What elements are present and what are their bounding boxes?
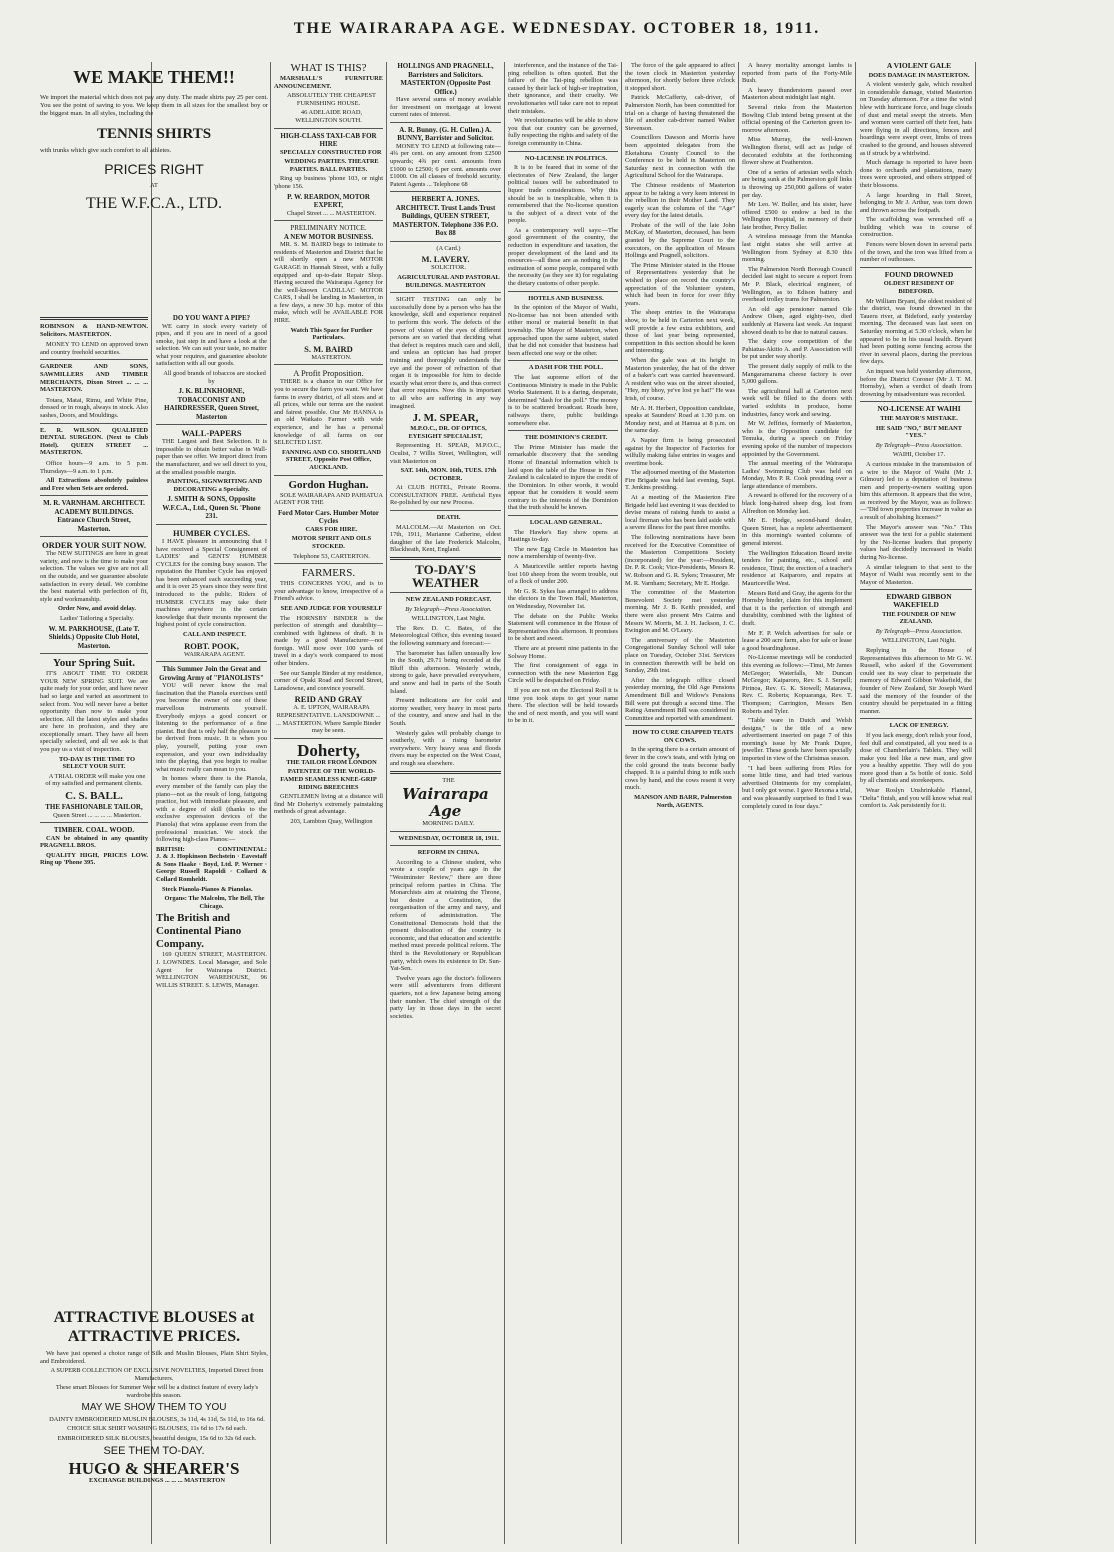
ad-text: FANNING AND CO. SHORTLAND STREET, Opposite Post Office, AUCKLAND. [281,448,382,471]
ad-text: CARS FOR HIRE. [305,525,358,533]
ad-headline: WALL-PAPERS [181,428,242,439]
ad-headline: SEE THEM TO-DAY. [103,1445,205,1458]
byline: By Telegraph—Press Association. [875,627,963,635]
ad-headline: Ford Motor Cars. Humber Motor Cycles [277,508,380,526]
article-text: At a meeting of the Masterton Fire Brigade held last evening it was decided to devise means of raising funds to assist a local fireman who has been laid aside with a severe illness for the past three months. [625,494,735,532]
article-text: Mr W. Jeffries, formerly of Masterton, who is the Opposition candidate for Temuka, during a speech on Friday evening spoke of the number of inspectors appointed by the Government. [742,420,852,458]
article-text: A Mauriceville settler reports having lost 160 sheep from the worm trouble, out of a flock of under 200. [508,563,618,586]
ad-text: THE Largest and Best Selection. It is impossible to obtain better value in Wall-paper than we offer. We import direct from the manufacturer, and we sell direct to you, at the smallest possible margin. [156,438,267,476]
ad-text: QUALITY HIGH, PRICES LOW. Ring up 'Phone 395. [40,851,148,867]
article-heading: A VIOLENT GALE [886,62,952,70]
ad-headline: HIGH-CLASS TAXI-CAB FOR HIRE [280,131,377,149]
ad-text: Ladies' Tailoring a Specialty. [60,615,134,623]
masthead [0,0,1114,58]
ad-text: WE carry in stock every variety of pipes, and if you are in need of a good smoke, just step in and have a look at the selection. We can suit your taste, no matter what your requires, and guarantee absolute satisfaction with all our goods. [156,322,267,368]
ad-text: 169 QUEEN STREET, MASTERTON. J. LOWNDES. Local Manager, and Sole Agent for Wairarapa District. WELLINGTON WAREHOUSE, 96 WILLIS STREET. S. LEWIS, Manager. [156,951,267,989]
ad-body: A SUPERB COLLECTION OF EXCLUSIVE NOVELTIES, Imported Direct from Manufacturers. [50,1367,264,1382]
article-text: According to a Chinese student, who wrote a couple of years ago in the "Westminster Review," there are three principal reform parties in China. The Monarchists aim at retaining the Throne, but desire a Constitution, the reorganisation of the army and navy, and reform of administration. The Constitutional Democrats hold that the present dislocation of the country is economic, and that education and scientific method must precede political reform. The third is the Revolutionary or Republican party, which owes its existence to Dr. Sun-Yat-Sen. [390,858,501,973]
ad-headline: WE MAKE THEM!! [73,67,235,87]
article-heading: EDWARD GIBBON WAKEFIELD [886,592,952,609]
column-rule [270,62,271,1544]
masthead-title: THE WAIRARAPA AGE. WEDNESDAY. OCTOBER 18, 1911. [293,20,821,37]
article-text: A large hoarding in Hall Street, belonging to Mr J. Arthur, was torn down and thrown across the footpath. [860,191,972,214]
article-text: Miss Murray, the well-known Wellington florist, will act as judge of decorated exhibits at the forthcoming flower show at Featherston. [742,136,852,167]
article-text: The dairy cow competition of the Pahiatua-Akitio A. and P. Association will be put under way shortly. [742,338,852,361]
ad-headline: WHAT IS THIS? [290,62,367,74]
ad-text: (A Card.) [436,244,461,252]
ad-text: MASTERTON. [311,353,352,361]
ad-text: MONEY TO LEND at following rate—4¾ per cent. on any amount from £2500 upwards; 4¾ per cent. amounts from £1000 to £2500; 6 per cent. amounts over £1000. On all classes of freehold security. Patent Agents ... Telephone 68 [390,142,501,188]
column-rule [621,62,622,1544]
article-text: If you are not on the Electoral Roll it is time you took steps to get your name there. The election will be held towards the end of next month, and you will want to be in it. [508,686,618,725]
article-text: "Table ware in Dutch and Welsh designs," is the title of a new advertisement inserted on page 7 of this morning's issue by Mr Frank Dupre, jeweller. These goods have been specially imported in view of the Christmas season. [742,717,852,763]
ad-headline: ROBT. POOK, [184,640,239,651]
article-text: We revolutionaries will be able to show you that our country can be governed, fully respecting the rights and safety of the foreign community in China. [508,117,618,147]
article-text: If you lack energy, don't relish your food, feel dull and constipated, all you need is a dose of Chamberlain's Tablets. They will make you feel like a new man, and give you a healthy appetite. They will do you more good than a 5s bottle of tonic. Sold by all chemists and storekeepers. [860,731,972,785]
article-text: Wear Roslyn Unshrinkable Flannel, "Delta" finish, and you will know what real comfort is. Ask persistently for it. [860,787,972,810]
ad-text: A TRIAL ORDER will make you one of my satisfied and permanent clients. [45,772,146,788]
article-text: The Prime Minister stated in the House of Representatives yesterday that he wished to place on record the country's appreciation of the Volunteer system, which had been in force for over fifty years. [625,261,735,307]
article-heading: HOTELS AND BUSINESS. [528,294,604,302]
ad-text: MR. S. M. BAIRD begs to intimate to residents of Masterton and District that he will shortly open a new MOTOR GARAGE in Hannah Street, with a fully equipped and up-to-date Repair Shop. Having secured the Wairarapa Agency for the well-known CADILLAC MOTOR CARS, I shall be landing in Masterton, in a few days, a new 30 h.p. motor of this make, which will be AVAILABLE FOR HIRE. [274,241,383,325]
ad-headline: TIMBER. COAL. WOOD. [53,826,135,835]
ad-headline: M. LAVERY. [421,254,470,265]
ad-body: CHOICE SILK SHIRT WASHING BLOUSES, 11s 6d to 17s 6d each. [67,1425,247,1433]
ad-headline: THE W.F.C.A., LTD. [86,195,222,213]
ad-parkhouse: W. M. PARKHOUSE, (Late T. Shields.) Opposite Club Hotel, Masterton. [48,624,140,650]
article-heading: LOCAL AND GENERAL. [529,519,603,527]
ad-headline: MAY WE SHOW THEM TO YOU [81,1401,227,1413]
article-text: Councillors Dawson and Morris have been appointed delegates from the Eketahuna County Council to the Conference to be held in Masterton on Saturday next in connection with the Agricultural School for the Wairarapa. [625,134,735,180]
ad-headline: ORDER YOUR SUIT NOW. [41,540,147,551]
ad-headline: HERBERT A. JONES. ARCHITECT. Trust Lands Trust Buildings, QUEEN STREET, MASTERTON. Telephone 336 P.O. Box 88 [392,195,499,238]
ad-text: MOTOR SPIRIT AND OILS STOCKED. [291,535,372,550]
ad-headline: This Summer Join the Great and Growing Army of "PIANOLISTS" [159,665,264,682]
column-4 [390,62,501,1544]
ad-body: We have just opened a choice range of Silk and Muslin Blouses, Plain Shirt Styles, and Embroidered. [40,1350,268,1365]
column-rule [855,62,856,1544]
column-rule [386,62,387,1544]
article-text: The agricultural hall at Carterton next week will be filled to the doors with varied exhibits in produce, home industries, fancy work and sewing. [742,387,852,418]
ad-text: SPECIALLY CONSTRUCTED FOR [280,148,382,156]
ad-text: 203, Lambton Quay, Wellington [290,817,373,825]
article-text: Patrick McCafferty, cab-driver, of Palmerston North, has been committed for trial on a charge of having threatened the life of another cab-driver named Walter Stevenson. [625,94,735,132]
dateline: WELLINGTON, Last Night. [411,615,486,623]
ad-headline: REID AND GRAY [294,694,363,705]
ad-text: AT [150,181,158,189]
article-text: The barometer has fallen unusually low in the South, 29.71 being recorded at the Bluff this afternoon. Westerly winds, strong to gale, have prevailed everywhere, and snow and hail in parts of the South Island. [390,649,501,695]
article-text: Mr A. H. Herbert, Opposition candidate, speaks at Saunders' Road at 1.30 p.m. on Monday next, and at Hamua at 8 p.m. on the same day. [625,404,735,435]
ad-text: Representing H. SPEAR, M.P.O.C., Oculist, 7 Willis Street, Wellington, will visit Masterton on [390,442,501,465]
ad-body: These smart Blouses for Summer Wear will be a distinct feature of every lady's wardrobe this season. [55,1384,259,1399]
ad-headline: C. S. BALL. [65,790,123,803]
article-text: The Mayor's answer was "No." This answer was the text for a public statement by the No-license leaders that property values had decidedly increased in Waihi during No-license. [860,523,972,562]
article-text: The sheep entries in the Wairarapa show, to be held in Carterton next week, will provide a few extra exhibitors, and those of last year being represented, competition in this section should be keen and interesting. [625,309,735,355]
column-2 [156,314,267,1304]
ad-headline: HUMBER CYCLES. [173,527,250,538]
article-subheading: DOES DAMAGE IN MASTERTON. [868,71,970,79]
article-text: The present daily supply of milk to the Mangaramarama cheese factory is over 5,000 gallons. [742,362,852,386]
ad-text: AGRICULTURAL AND PASTORAL BUILDINGS. MASTERTON [397,274,500,289]
ad-text: The HORNSBY BINDER is the perfection of strength and durability—combined with lightness of draft. It is made by a good Manufacturer—not foreign. Will mow over 100 yards of travel in a day's work compared to most other binders. [274,614,383,668]
article-text: In the opinion of the Mayor of Waihi, No-license has not been attended with either moral or material benefit in that township. The Mayor of Masterton, when approached upon the same subject, stated that he did not consider that business had been affected one way or the other. [508,304,618,357]
ad-text: P. W. REARDON, MOTOR EXPERT, [287,192,370,210]
ad-text: Queen Street ... ... ... ... Masterton. [53,811,141,819]
article-heading: FOUND DROWNED [884,269,954,279]
ad-text: IT'S ABOUT TIME TO ORDER YOUR NEW SPRING SUIT. We are quite ready for your order, and have never had so large and varied an assortment to select from. You will never have a better opportunity than now to make your selection. All the latest styles and shades are here in profusion, and they are exceptionally smart. They have all been specially selected, and all we ask is that you pay us a visit of inspection. [40,670,148,754]
ad-headline: A. R. Bunny. (G. H. Cullen.) A. BUNNY, Barrister and Solicitor. [397,125,494,143]
column-3 [274,62,383,1544]
ad-text: Have several sums of money available for investment on mortgage at lowest current rates of interest. [390,96,501,119]
article-text: A heavy mortality amongst lambs is reported from parts of the Forty-Mile Bush. [742,62,852,85]
article-heading: A DASH FOR THE POLL. [528,364,604,372]
ad-wilson: E. R. WILSON. QUALIFIED DENTAL SURGEON. (Next to Club Hotel). QUEEN STREET ... MASTERTON. [40,426,148,457]
article-text: Mr E. Hodge, second-hand dealer, Queen Street, has a replete advertisement in this morning's wanted columns of general interest. [742,517,852,548]
ad-text: TO-DAY IS THE TIME TO SELECT YOUR SUIT. [58,755,135,771]
dateline: WELLINGTON, Last Night. [881,637,957,645]
ad-text: CONTINENTAL: [217,845,267,853]
ad-text: M.P.O.C., DR. OF OPTICS, EYESIGHT SPECIALIST, [408,425,487,440]
ad-text: MARSHALL'S FURNITURE ANNOUNCEMENT. [274,75,383,90]
ad-text: THE TAILOR FROM LONDON [286,758,377,766]
article-text: There are at present nine patients in the Solway Home. [508,644,618,660]
article-subheading: OLDEST RESIDENT OF BIDEFORD. [883,280,955,296]
ad-text: See our Sample Binder at my residence, corner of Opaki Road and Second Street, Lansdowne, and convince yourself. [274,669,383,692]
issue-date: WEDNESDAY, OCTOBER 18, 1911. [398,834,499,842]
article-text: Mr G. R. Sykes has arranged to address the electors in the Town Hall, Masterton, on Wednesday, November 1st. [508,587,618,610]
ad-text: A. E. UPTON, WAIRARAPA REPRESENTATIVE. LANSDOWNE ... ... MASTERTON. Where Sample Binder may be seen. [276,704,381,735]
column-8 [860,62,972,1544]
nameplate-sub: MORNING DAILY. [422,820,475,828]
ad-body: EMBROIDERED SILK BLOUSES, beautiful designs, 15s 6d to 32s 6d each. [57,1434,257,1442]
article-text: A heavy thunderstorm passed over Masterton about midnight last night. [742,86,852,102]
article-heading: NEW ZEALAND FORECAST. [405,596,492,604]
article-text: MALCOLM.—At Masterton on Oct. 17th, 1911, Marianne Catherine, eldest daughter of the late Frederick Malcolm, Blackheath, Kent, England. [390,523,501,554]
article-text: The Palmerston North Borough Council decided last night to secure a report from Mr P. Black, electrical engineer, of Wellington, as to Edison battery and overhead trolley trams for Palmerston. [742,265,852,304]
ad-headline: PRELIMINARY NOTICE. [290,224,367,233]
article-subheading: THE MAYOR'S MISTAKE. [880,414,958,422]
article-text: MANSON AND BARR, Palmerston North, AGENTS. [634,794,732,809]
ad-text: Order Now, and avoid delay. [57,605,136,613]
article-text: The scaffolding was wrenched off a building which was in course of construction. [860,216,972,239]
ad-text: J. & J. Hopkinson Bechstein · Eavestaff & Sons Haake · Boyd, Ltd. P. Werner · George Russell Rapoldi · Collard & Collard Romheldt. [156,853,267,884]
ad-text: Telephone 53, CARTERTON. [293,552,370,560]
nameplate-the: THE [442,776,455,784]
ad-headline: PRICES RIGHT [104,160,204,177]
article-text: It is to be feared that in some of the electorates of New Zealand, the larger political issues will be subordinated to liquor trade considerations. Why this should be so is inexplicable, when it is remembered that the No-license question is the subject of a direct vote of the people. [508,164,618,225]
ad-text: SAT. 14th, MON. 16th, TUES. 17th OCTOBER. [400,467,497,482]
article-heading: NO-LICENSE AT WAIHI [877,404,961,414]
nameplate: Wairarapa Age [402,785,489,821]
byline: By Telegraph—Press Association. [875,441,963,449]
article-text: A curious mistake in the transmission of a wire to the Mayor of Waihi (Mr J. Gilmour) led to a deputation of business men and property-owners waiting upon him this afternoon. It appears that the wire, as received by the Mayor, was as follows:—"Did town properties increase in value as a result of abolishing licenses?" [860,460,972,522]
article-text: When the gale was at its height in Masterton yesterday, the hat of the driver of a baker's cart was carried heavenward. A resident who was on the street shouted, "Hey, my bhoy, ye've lost ye hat!" He was Irish, of course. [625,356,735,402]
section-heading: TO-DAY'S WEATHER [412,562,479,591]
article-text: Mr William Bryant, the oldest resident of the district, was found drowned in the Taueru river, at Bideford, early yesterday morning. The deceased was last seen on Saturday morning at 5.30 o'clock, when he appeared to be in his usual health. Bryant had been putting some fencing across the river in several places, during the previous few days. [860,297,972,366]
article-text: Probate of the will of the late John McKay, of Masterton, deceased, has been granted by the Supreme Court to the executors, on the application of Messrs Hollings and Pragnell, solicitors. [625,221,735,260]
ad-headline: DO YOU WANT A PIPE? [172,314,251,322]
article-text: The Hawke's Bay show opens at Hastings to-day. [508,528,618,544]
article-text: A similar telegram to that sent to the Mayor of Waihi was recently sent to the Mayor of Masterton. [860,563,972,586]
ad-text: Totara, Matai, Rimu, and White Pine, dressed or in rough, always in stock. Also sashes, Doors, and Mouldings. [40,396,148,419]
article-text: Mr F. P. Welch advertises for sale or lease a 200 acre farm, also for sale or lease a good boardinghouse. [742,629,852,652]
article-heading: LACK OF ENERGY. [889,722,949,730]
article-text: An old age pensioner named Ole Andrew Olsen, aged eighty-two, died suddenly at Hawera last week. An inquest showed death to be due to natural causes. [742,305,852,336]
ad-text: At CLUB HOTEL, Private Rooms. CONSULTATION FREE. Artificial Eyes Re-polished by our new Process. [390,484,501,507]
ad-text: PAINTING, SIGNWRITING AND DECORATING a Specialty. [166,478,263,493]
ad-text: WAIRARAPA AGENT. [183,650,246,658]
ad-headline: Doherty, [297,740,360,760]
article-text: Messrs Reid and Gray, the agents for the Hornsby binder, claim for this implement that it is the perfection of strength and durability, combined with the lightest of draft. [742,589,852,627]
ad-text: WEDDING PARTIES. THEATRE PARTIES. BALL PARTIES. [284,158,379,173]
ad-headline: A Profit Proposition. [293,368,364,379]
article-text: The debate on the Public Works Statement will commence in the House of Representatives this afternoon. It promises to be short and sweet. [508,612,618,643]
article-text: The following nominations have been received for the Executive Committee of the Masterton Competitions Society (incorporated) for the year:—President, Dr. P. R. Cook; Vice-Presidents, Messrs R. W. Robson and G. R. Sykes; Treasurer, Mr M. R. Varnham; Secretary, Mr E. Hodge. [625,534,735,587]
ad-text: All Extractions absolutely painless and Free when Sets are ordered. [40,477,148,492]
article-text: After the telegraph office closed yesterday morning, the Old Age Pensions Amendment Bill and Widow's Pensions Bill were put through a second time. The Rating Amendment Bill was considered in Committee and reported with amendment. [625,676,735,722]
ad-text: MONEY TO LEND on approved town and country freehold securities. [40,341,148,356]
article-text: The Rev. D. C. Bates, of the Meteorological Office, this evening issued the following summary and forecast:— [390,624,501,647]
ad-text: BRITISH: [156,845,185,853]
article-text: Replying in the House of Representatives this afternoon to Mr G. W. Russell, who asked if the Government could see its way clear to perpetuate the memory of Edward Gibbon Wakefield, the founder of New Zealand, Sir Joseph Ward said the memory of the founder of the country should be perpetuated in a fitting manner. [860,646,972,715]
ad-body: EXCHANGE BUILDINGS ... ... ... MASTERTON [88,1477,225,1485]
article-text: The committee of the Masterton Benevolent Society met yesterday morning. Mr J. B. Keith presided, and there were also present Mrs Cairns and Messrs W. Morris, M. J. H. Jackson, J. C. Ewington and M. O'Leary. [625,589,735,635]
ad-text: All good brands of tobaccos are stocked by [163,370,266,385]
ad-smith: J. SMITH & SONS, Opposite W.F.C.A., Ltd., Queen St. 'Phone 231. [162,495,261,521]
article-text: An inquest was held yesterday afternoon, before the District Coroner (Mr J. T. M. Hornsby), when a verdict of death from drowning by misadventure was recorded. [860,367,972,398]
column-1 [40,314,148,1304]
ad-text: Chapel Street ... ... MASTERTON. [286,209,377,217]
article-text: The Chinese residents of Masterton appear to be taking a very keen interest in the rebellion in their Mother Land. They eagerly scan the columns of the "Age" every day for the latest details. [625,181,735,220]
ad-varnham: M. R. VARNHAM. ARCHITECT. ACADEMY BUILDINGS. Entrance Church Street, Masterton. [43,499,145,533]
article-text: The first consignment of eggs in connection with the new Masterton Egg Circle will be despatched on Friday. [508,662,618,685]
article-text: The anniversary of the Masterton Congregational Sunday School will take place on Tuesday, October 31st. Services in connection therewith will be held on Sunday, 29th inst. [625,636,735,675]
ad-headline: A NEW MOTOR BUSINESS. [283,232,374,241]
column-7 [742,62,852,1544]
ad-text: In homes where there is the Pianola, every member of the family can play the piano—not as the result of long, fatiguing practice, but with immediate pleasure, and with a degree of skill (thanks to the exclusive expression devices of the Pianola) that wins applause even from the professional musician. We stock the following high-class Pianos:— [156,775,267,844]
ad-text: YOU will never know the real fascination that the Pianola exercises until you become the owner of one of these marvellous instruments yourself. Everybody enjoys a good concert or listening to the performance of a fine pianist. But that is only half the pleasure to be derived from music. It is when you play, yourself, putting your own expression, and your own individuality into the playing, that you begin to realise what music really can mean to you. [156,682,267,773]
ad-headline: Gordon Hughan. [288,478,369,491]
article-text: As a contemporary well says:—The good government of the country, the reduction in expenditure and taxation, the proper development of the land and its resources—all these are as nothing in the estimation of some people, compared with the necessity (as they see it) for regulating the dietary customs of other people. [508,226,618,288]
article-text: The Prime Minister has made the remarkable discovery that the sending Home of financial information which is laid upon the table of the House in New Zealand is calculated to injure the credit of the Dominion. In other words, it would appear that he considers it would seem contrary to the interests of the Dominion that the truth should be known. [508,443,618,512]
ad-text: THIS CONCERNS YOU, and is to your advantage to know, irrespective of a Friend's advice. [274,580,383,603]
ad-headline: S. M. BAIRD [304,343,353,354]
ad-text: I HAVE pleasure in announcing that I have received a Special Consignment of LADIES' and GENTS' HUMBER CYCLES for the coming busy season. The reputation the Humber Cycle has enjoyed has been enhanced each succeeding year, and it is over 25 years since they were first introduced to the public. Riders of HUMBER CYCLES may take their machines anywhere in the certain knowledge that their mounts represent the highest point of cycle construction. [156,537,267,629]
article-text: The annual meeting of the Wairarapa Ladies' Swimming Club was held on Monday, Mrs P. R. Cook presiding over a large attendance of members. [742,460,852,490]
article-subheading: THE FOUNDER OF NEW ZEALAND. [882,610,956,626]
section-heading: DEATH. [436,514,461,522]
hugo-shearer-advert [40,1308,268,1544]
article-heading: THE DOMINION'S CREDIT. [524,434,608,442]
article-text: Fences were blown down in several parts of the town, and the iron was lifted from a number of outhouses. [860,241,972,264]
ad-headline: The British and Continental Piano Company. [156,912,242,951]
ad-headline: Your Spring Suit. [52,657,136,670]
article-text: The Wellington Education Board invite tenders for painting, etc., school and residence, Tinui; the erection of a teacher's residence at Kaiparoro, and repairs at Mauriceville West. [742,549,852,587]
article-text: A reward is offered for the recovery of a black long-haired sheep dog, lost from Alfredton on Monday last. [742,492,852,515]
ad-blinkhorne: J. K. BLINKHORNE, TOBACCONIST AND HAIRDRESSER, Queen Street, Masterton [164,387,259,421]
article-text: The adjourned meeting of the Masterton Fire Brigade was held last evening, Supt. T. Jenkins presiding. [625,469,735,492]
ad-gardner: GARDNER AND SONS, SAWMILLERS AND TIMBER MERCHANTS, Dixon Street ... ... ... MASTERTON. [40,363,148,394]
ad-text: SOLE WAIRARAPA AND PAHIATUA AGENT FOR THE [274,491,383,507]
ad-body: We import the material which does not pay any duty. The made shirts pay 25 per cent. You see the point of saving to you. We keep them in all sizes for the smallest boy or the biggest man. In all styles, including the [40,94,268,117]
ad-headline: J. M. SPEAR, [412,412,479,425]
article-heading: NO-LICENSE IN POLITICS. [524,154,608,162]
article-heading: HOW TO CURE CHAPPED TEATS ON COWS. [632,729,734,744]
article-text: Westerly gales will probably change to southerly, with a rising barometer everywhere. Very heavy seas and floods rivers may be expected on the West Coast, and rough sea elsewhere. [390,729,501,767]
ad-text: Office hours—9 a.m. to 5 p.m. Thursdays—9 a.m. to 1 p.m. [40,459,148,475]
ad-text: Ring up business 'phone 103, or night 'phone 156. [274,175,383,190]
article-text: Much damage is reported to have been done to orchards and plantations, many trees were uprooted, and others stripped of their blossoms. [860,159,972,189]
ad-headline: ATTRACTIVE BLOUSES at ATTRACTIVE PRICES. [53,1309,255,1345]
ad-text: Organs: The Malcolm, The Bell, The Chicago. [164,895,265,910]
ad-body: DAINTY EMBROIDERED MUSLIN BLOUSES, 3s 11d, 4s 11d, 5s 11d, to 16s 6d. [49,1415,265,1423]
column-5 [508,62,618,1544]
ad-text: 46 ADELAIDE ROAD, WELLINGTON SOUTH. [295,109,363,124]
article-text: "I had been suffering from Piles for some little time, and had tried various advertised Ointments for my complaint, but I only got worse. I gave Rexona a trial, and was pleasantly surprised to find I was completely cured in four days." [742,764,852,810]
column-rule [504,62,505,1544]
ad-text: CAN be obtained in any quantity PRAGNELL BROS. [40,834,148,850]
wfca-advert [40,66,268,306]
article-text: A wireless message from the Manuka last night states she will arrive at Wellington from Sydney at 8.30 this morning. [742,233,852,264]
article-text: A Napier firm is being prosecuted against by the Inspector of Factories for wilfully making false entries in wages and overtime book. [625,436,735,467]
ad-headline: HOLLINGS AND PRAGNELL, Barristers and Solicitors. MASTERTON (Opposite Post Office.) [397,62,494,96]
column-6 [625,62,735,1544]
article-text: In the spring there is a certain amount of fever in the cow's teats, and with lying on the cold ground the teats become badly chapped. It is a painful thing to milk such cows by hand, and the cows resent it very much. [625,746,735,792]
article-text: No-License meetings will be conducted this evening as follows:—Tinui, Mr James McGregor; Waterfalls, Mr Duncan McGregor; Kaiparoro, Rev. S. J. Serpell; Pirinoa, Rev. G. K. Stowell; Matarawa, Rev. C. Roberts; Kopuaranga, Rev. T. Thompson; Carrington, Messrs Ben Roberts and Tyler. [742,654,852,715]
ad-text: THERE is a chance in our Office for you to secure the farm you want. We have farms in every district, of all sizes and at all prices, while our terms are the easiest and fairest possible. Our Mr HANNA is an old Waikato Farmer with wide experience, and he has a personal knowledge of all farms on our SELECTED LIST. [274,378,383,447]
ad-robinson: ROBINSON & HAND-NEWTON. Solicitors. MASTERTON. [40,323,148,338]
ad-text: Steck Pianola-Pianos & Pianolas. [162,885,253,893]
article-text: Twelve years ago the doctor's followers were still adventurers from different quarters, not a few Japanese being among their number. The chief strength of the party lay in those days in the secret societies. [390,974,501,1020]
article-text: The force of the gale appeared to affect the town clock in Masterton yesterday afternoon, for shortly before three o'clock it stopped short. [625,62,735,92]
ad-text: SIGHT TESTING can only be successfully done by a person who has the knowledge, skill and experience required to perform this work. The defects of the power of vision of the eyes of different persons are so varied that deciding what that defect is requires much care and skill, and unless an optician has had proper training and thoroughly understands the eye and the power of refraction of that organ it is impossible for him to decide exactly what error there is, and thus correct that error requires. Now this is important to all who are suffering in any way imagined. [390,296,501,410]
ad-text: The NEW SUITINGS are here in great variety, and now is the time to make your selection. The values we give are not all on the outside, and we guarantee absolute satisfaction in every detail. We combine the best material with perfection of fit, style and workmanship. [40,550,148,603]
ad-text: THE FASHIONABLE TAILOR, [45,803,143,812]
ad-text: CALL AND INSPECT. [183,631,246,639]
article-text: One of a series of artesian wells which are being sunk at the Palmerston golf links is throwing up 250,000 gallons of water per day. [742,168,852,199]
dateline: WAIHI, October 17. [892,451,946,459]
article-text: The last supreme effort of the Continuous Ministry is made in the Public Works Statement. It is a daring, desperate, determined "dash for the poll." The money is to be scattered broadcast. Roads here, railways there, public buildings somewhere else. [508,373,618,427]
ad-text: SEE AND JUDGE FOR YOURSELF [280,604,383,612]
ad-headline: FARMERS. [301,567,356,580]
ad-text: ABSOLUTELY THE CHEAPEST FURNISHING HOUSE. [287,92,376,107]
column-rule [738,62,739,1544]
ad-text: Watch This Space for Further Particulars. [290,326,373,342]
article-text: Mr Leo. W. Buller, and his sister, have offered £500 to endow a bed in the Wellington Hospital, in memory of their late brother, Percy Buller. [742,201,852,231]
article-text: The new Egg Circle in Masterton has now a membership of twenty-five. [508,545,618,561]
ad-text: GENTLEMEN living at a distance will find Mr Doherty's extremely painstaking methods of great advantage. [274,793,383,816]
ad-body: with trunks which give such comfort to all athletes. [40,147,172,154]
article-text: interference, and the instance of the Tai-ping rebellion is often quoted. But the failure of the Tai-ping rebellion was caused by their lack of high-er inspiration, their ignorance, and their cruelty. We revolutionaries will take care not to repeat their mistakes. [508,62,618,115]
ad-headline: HUGO & SHEARER'S [68,1459,240,1479]
article-text: Present indications are for cold and stormy weather, very heavy in most parts of the country, and snow and hail in the South. [390,697,501,727]
ad-text: SOLICITOR. [431,264,466,272]
ad-text: PATENTEE OF THE WORLD-FAMED SEAMLESS KNEE-GRIP RIDING BREECHES [280,768,377,791]
column-rule [975,62,976,1544]
article-subheading: HE SAID "NO," BUT MEANT "YES." [876,424,962,440]
byline: By Telegraph—Press Association. [405,605,492,613]
article-text: A violent westerly gale, which resulted in considerable damage, visited Masterton on Tuesday afternoon. For a time the wind blew with hurricane force, and huge clouds of dust and metal swept the streets. Men and women were carried off their feet, hats were flying in all directions, fences and hoardings were swept over, limbs of trees crashed to the ground, and houses shivered as if struck by a whirlwind. [860,81,972,157]
article-heading: REFORM IN CHINA. [417,849,480,857]
article-text: Several rinks from the Masterton Bowling Club intend being present at the official opening of the Carterton green to-morrow afternoon. [742,103,852,134]
ad-headline: TENNIS SHIRTS [96,126,212,142]
